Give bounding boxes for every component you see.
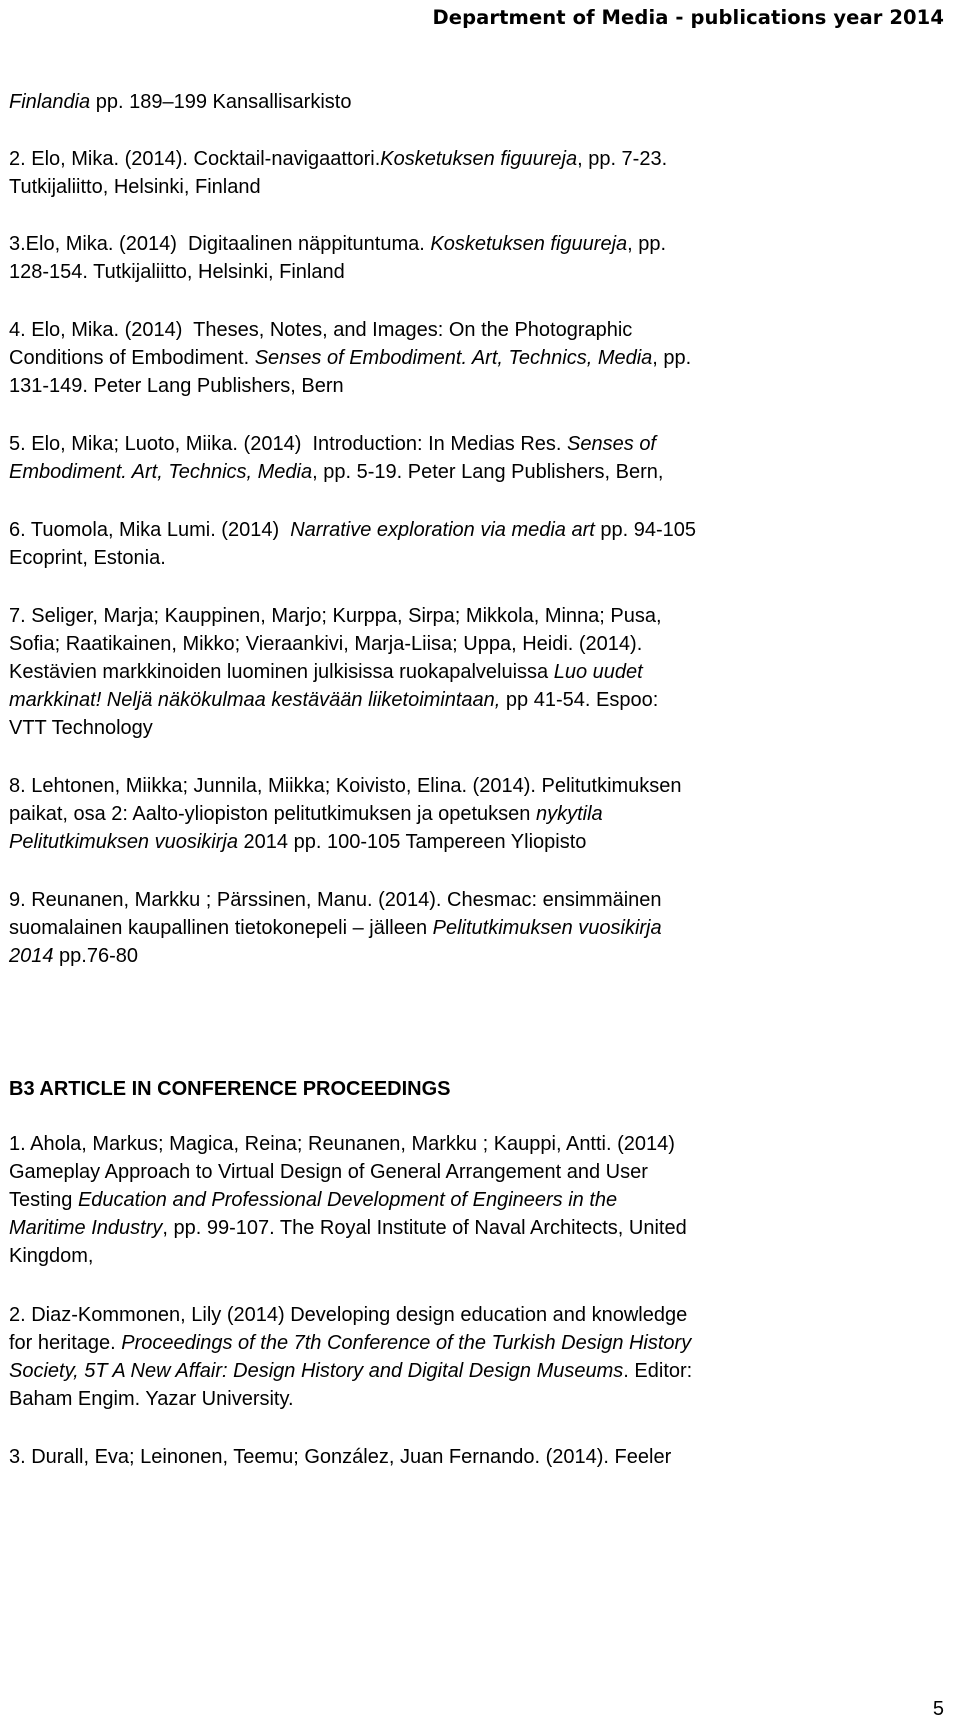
running-header: Department of Media - publications year 2014 [432, 6, 944, 29]
text-segment: paikat, osa 2: Aalto-yliopiston pelitutkimuksen ja opetuksen [9, 803, 536, 825]
entry-seliger [9, 602, 939, 742]
italic-text: Luo uudet [553, 661, 643, 683]
text-segment: . Editor: [623, 1360, 693, 1382]
italic-text: Education and Professional Development of Engineers in the [77, 1189, 618, 1211]
italic-text: Society, 5T A New Affair: Design History and Digital Design Museums [9, 1360, 624, 1382]
text-segment: pp 41-54. Espoo: [500, 689, 659, 711]
text-segment: 9. Reunanen, Markku ; Pärssinen, Manu. (2014). Chesmac: ensimmäinen [9, 889, 662, 911]
text-segment: pp.76-80 [53, 945, 139, 967]
text-segment: VTT Technology [9, 717, 153, 739]
entry-line [9, 544, 939, 572]
entry-line [9, 828, 939, 856]
entry-line [9, 942, 939, 970]
entry-continuation [9, 88, 939, 116]
italic-text: Pelitutkimuksen vuosikirja [432, 917, 662, 939]
entry-line [9, 658, 939, 686]
text-segment: 128-154. Tutkijaliitto, Helsinki, Finland [9, 261, 345, 283]
text-segment: 7. Seliger, Marja; Kauppinen, Marjo; Kurppa, Sirpa; Mikkola, Minna; Pusa, [9, 605, 662, 627]
entry-line [9, 714, 939, 742]
entry-line [9, 516, 939, 544]
entry-ahola [9, 1130, 939, 1270]
text-segment: Ecoprint, Estonia. [9, 547, 166, 569]
text-segment: Conditions of Embodiment. [9, 347, 255, 369]
entry-reunanen [9, 886, 939, 970]
entry-line [9, 430, 939, 458]
entry-elo-digitaalinen [9, 230, 939, 286]
text-segment: Tutkijaliitto, Helsinki, Finland [9, 176, 261, 198]
entry-line [9, 1443, 939, 1471]
text-segment: Kestävien markkinoiden luominen julkisissa ruokapalveluissa [9, 661, 554, 683]
text-segment: Gameplay Approach to Virtual Design of General Arrangement and User [9, 1161, 648, 1183]
entry-line [9, 1214, 939, 1242]
text-segment: Sofia; Raatikainen, Mikko; Vieraankivi, Marja-Liisa; Uppa, Heidi. (2014). [9, 633, 643, 655]
entry-line [9, 914, 939, 942]
entry-line [9, 1301, 939, 1329]
entry-line [9, 173, 939, 201]
text-segment: 4. Elo, Mika. (2014) Theses, Notes, and Images: On the Photographic [9, 319, 633, 341]
text-segment: 6. Tuomola, Mika Lumi. (2014) [9, 519, 291, 541]
italic-text: 2014 [9, 945, 54, 967]
entry-line [9, 1158, 939, 1186]
italic-text: Senses of Embodiment. Art, Technics, Media [254, 347, 653, 369]
text-segment: Testing [9, 1189, 78, 1211]
text-segment: , pp. 5-19. Peter Lang Publishers, Bern, [312, 461, 664, 483]
text-segment: 131-149. Peter Lang Publishers, Bern [9, 375, 344, 397]
text-segment: 3.Elo, Mika. (2014) Digitaalinen näppituntuma. [9, 233, 431, 255]
entry-line [9, 686, 939, 714]
entry-line [9, 372, 939, 400]
entry-line [9, 1186, 939, 1214]
entry-line [9, 145, 939, 173]
entry-line [9, 258, 939, 286]
italic-text: Maritime Industry [9, 1217, 163, 1239]
entry-lehtonen [9, 772, 939, 856]
text-segment: , pp. [627, 233, 667, 255]
italic-text: markkinat! Neljä näkökulmaa kestävään liiketoimintaan, [9, 689, 501, 711]
text-segment: , pp. [652, 347, 692, 369]
italic-text: Embodiment. Art, Technics, Media [9, 461, 313, 483]
text-segment: Baham Engim. Yazar University. [9, 1388, 294, 1410]
entry-line [9, 800, 939, 828]
section-heading: B3 ARTICLE IN CONFERENCE PROCEEDINGS [9, 1078, 451, 1100]
entry-line [9, 1385, 939, 1413]
text-segment: 5. Elo, Mika; Luoto, Miika. (2014) Introduction: In Medias Res. [9, 433, 568, 455]
text-segment: 8. Lehtonen, Miikka; Junnila, Miikka; Koivisto, Elina. (2014). Pelitutkimuksen [9, 775, 682, 797]
text-segment: pp. 189–199 Kansallisarkisto [90, 91, 352, 113]
text-segment: 2. Diaz-Kommonen, Lily (2014) Developing design education and knowledge [9, 1304, 688, 1326]
italic-text: Pelitutkimuksen vuosikirja [9, 831, 238, 853]
text-segment: 3. Durall, Eva; Leinonen, Teemu; González, Juan Fernando. (2014). Feeler [9, 1446, 672, 1468]
entry-line [9, 1242, 939, 1270]
text-segment: 2. Elo, Mika. (2014). Cocktail-navigaattori. [9, 148, 381, 170]
text-segment: suomalainen kaupallinen tietokonepeli – jälleen [9, 917, 433, 939]
entry-elo-cocktail [9, 145, 939, 201]
italic-text: Kosketuksen figuureja [380, 148, 578, 170]
entry-line [9, 88, 939, 116]
entry-line [9, 316, 939, 344]
entry-line [9, 458, 939, 486]
italic-text: Narrative exploration via media art [290, 519, 595, 541]
text-segment: , pp. 7-23. [577, 148, 668, 170]
italic-text: Finlandia [9, 91, 91, 113]
entry-line [9, 1357, 939, 1385]
text-segment: 2014 pp. 100-105 Tampereen Yliopisto [237, 831, 587, 853]
entry-line [9, 1329, 939, 1357]
text-segment: Kingdom, [9, 1245, 94, 1267]
entry-durall [9, 1443, 939, 1471]
entry-line [9, 230, 939, 258]
italic-text: nykytila [535, 803, 603, 825]
entry-line [9, 602, 939, 630]
text-segment: 1. Ahola, Markus; Magica, Reina; Reunanen, Markku ; Kauppi, Antti. (2014) [9, 1133, 675, 1155]
text-segment: , pp. 99-107. The Royal Institute of Naval Architects, United [162, 1217, 687, 1239]
entry-line [9, 772, 939, 800]
italic-text: Kosketuksen figuureja [430, 233, 628, 255]
entry-line [9, 630, 939, 658]
entry-line [9, 1130, 939, 1158]
entry-tuomola [9, 516, 939, 572]
italic-text: Proceedings of the 7th Conference of the Turkish Design History [121, 1332, 692, 1354]
entry-elo-theses [9, 316, 939, 400]
entry-line [9, 886, 939, 914]
text-segment: pp. 94-105 [594, 519, 697, 541]
entry-elo-luoto [9, 430, 939, 486]
entry-line [9, 344, 939, 372]
italic-text: Senses of [567, 433, 656, 455]
page-number: 5 [932, 1698, 944, 1720]
entry-diaz-kommonen [9, 1301, 939, 1413]
text-segment: for heritage. [9, 1332, 122, 1354]
